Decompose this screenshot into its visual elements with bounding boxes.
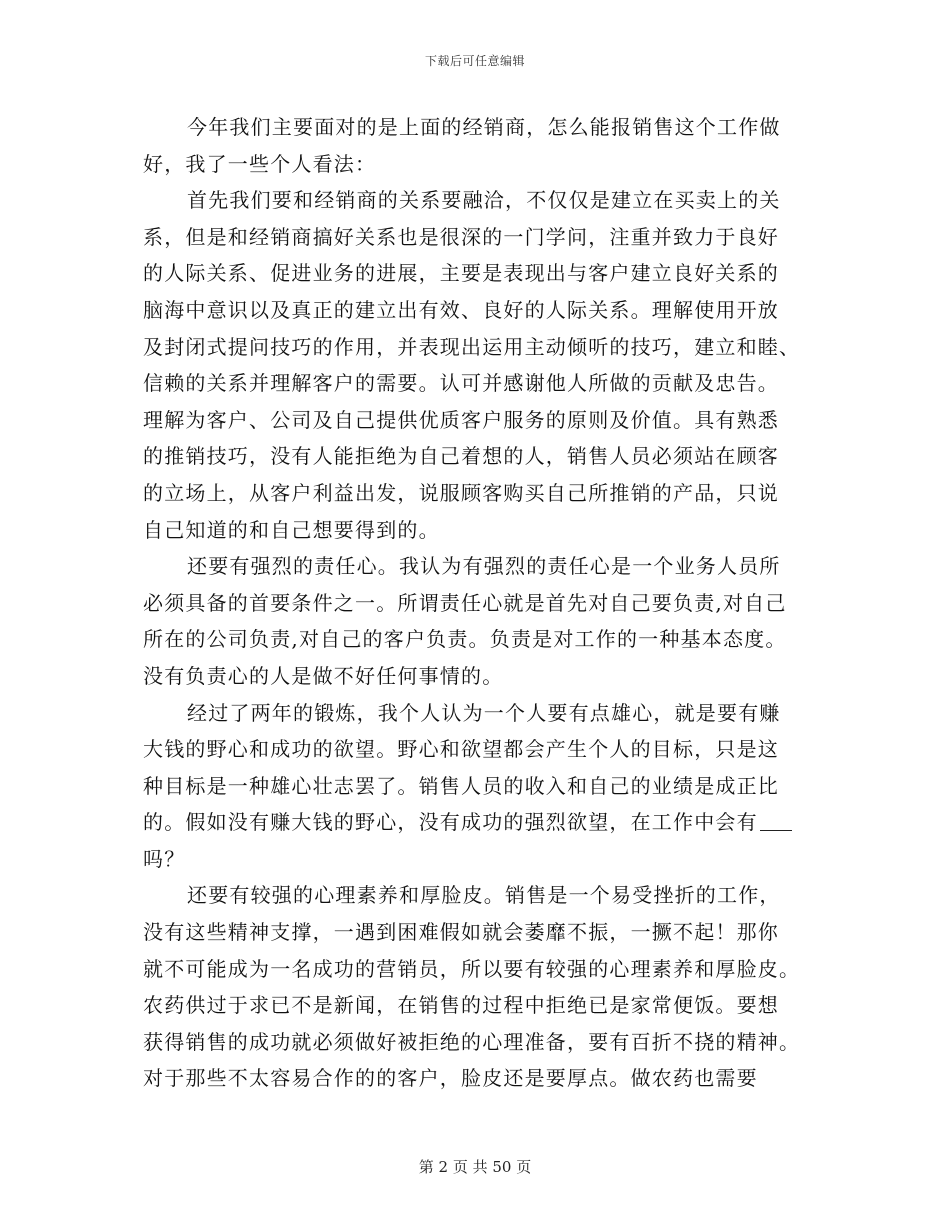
text-line: 理解为客户、公司及自己提供优质客户服务的原则及价值。具有熟悉 bbox=[143, 407, 779, 432]
text-line: 种目标是一种雄心壮志罢了。销售人员的收入和自己的业绩是成正比 bbox=[143, 773, 779, 798]
text-line: 获得销售的成功就必须做好被拒绝的心理准备，要有百折不挠的精神。 bbox=[143, 1029, 801, 1054]
text-line-with-blank bbox=[143, 804, 803, 841]
text-line: 系，但是和经销商搞好关系也是很深的一门学问，注重并致力于良好 bbox=[143, 224, 779, 249]
paragraph-resilience bbox=[143, 877, 803, 1097]
text-line: 大钱的野心和成功的欲望。野心和欲望都会产生个人的目标，只是这 bbox=[143, 737, 779, 762]
text-line: 脑海中意识以及真正的建立出有效、良好的人际关系。理解使用开放 bbox=[143, 297, 779, 322]
paragraph-relations bbox=[143, 182, 803, 548]
text-line: 吗？ bbox=[143, 846, 186, 871]
text-line: 自己知道的和自己想要得到的。 bbox=[143, 517, 440, 542]
text-line: 的推销技巧，没有人能拒绝为自己着想的人，销售人员必须站在顾客 bbox=[143, 444, 779, 469]
paragraph-ambition bbox=[143, 695, 803, 878]
text-line: 没有负责心的人是做不好任何事情的。 bbox=[143, 663, 504, 688]
text-line: 首先我们要和经销商的关系要融洽，不仅仅是建立在买卖上的关 bbox=[187, 188, 781, 213]
text-segment: 的。假如没有赚大钱的野心，没有成功的强烈欲望，在工作中会有 bbox=[143, 810, 758, 835]
paragraph-intro bbox=[143, 109, 803, 182]
text-line: 对于那些不太容易合作的的客户，脸皮还是要厚点。做农药也需要 bbox=[143, 1066, 758, 1091]
paragraph-responsibility bbox=[143, 548, 803, 694]
text-line: 经过了两年的锻炼，我个人认为一个人要有点雄心，就是要有赚 bbox=[187, 700, 781, 725]
text-line: 及封闭式提问技巧的作用，并表现出运用主动倾听的技巧，建立和睦、 bbox=[143, 334, 801, 359]
text-line: 今年我们主要面对的是上面的经销商，怎么能报销售这个工作做 bbox=[187, 115, 781, 139]
text-line: 必须具备的首要条件之一。所谓责任心就是首先对自己要负责,对自己 bbox=[143, 590, 787, 615]
text-line: 信赖的关系并理解客户的需要。认可并感谢他人所做的贡献及忠告。 bbox=[143, 371, 779, 396]
text-line: 还要有强烈的责任心。我认为有强烈的责任心是一个业务人员所 bbox=[187, 554, 781, 579]
page-number-footer: 第 2 页 共 50 页 bbox=[418, 1158, 532, 1176]
text-line: 的人际关系、促进业务的进展，主要是表现出与客户建立良好关系的 bbox=[143, 261, 779, 286]
text-line: 所在的公司负责,对自己的客户负责。负责是对工作的一种基本态度。 bbox=[143, 627, 787, 652]
text-line: 就不可能成为一名成功的营销员，所以要有较强的心理素养和厚脸皮。 bbox=[143, 956, 801, 981]
fill-in-blank bbox=[760, 812, 792, 831]
document-body bbox=[143, 109, 803, 1097]
text-line: 好，我了一些个人看法： bbox=[143, 151, 377, 176]
text-line: 没有这些精神支撑，一遇到困难假如就会萎靡不振，一撅不起！那你 bbox=[143, 920, 779, 945]
text-line: 农药供过于求已不是新闻，在销售的过程中拒绝已是家常便饭。要想 bbox=[143, 993, 779, 1018]
text-line: 还要有较强的心理素养和厚脸皮。销售是一个易受挫折的工作， bbox=[187, 883, 781, 908]
page-header-note: 下载后可任意编辑 bbox=[424, 54, 525, 68]
text-line: 的立场上，从客户利益出发，说服顾客购买自己所推销的产品，只说 bbox=[143, 480, 779, 505]
